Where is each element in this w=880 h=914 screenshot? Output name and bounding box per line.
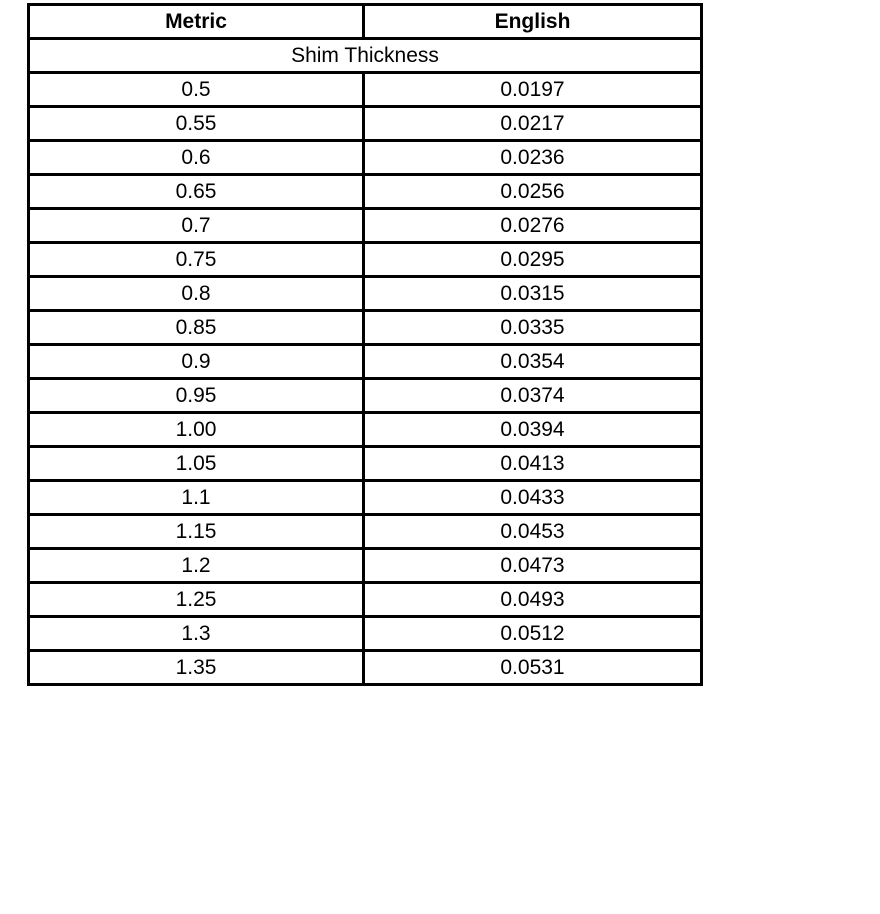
metric-cell: 0.5 — [29, 73, 364, 107]
english-cell: 0.0276 — [364, 209, 702, 243]
metric-cell: 0.9 — [29, 345, 364, 379]
english-cell: 0.0295 — [364, 243, 702, 277]
table-row — [29, 617, 702, 651]
metric-cell: 1.3 — [29, 617, 364, 651]
table-row — [29, 549, 702, 583]
english-cell: 0.0453 — [364, 515, 702, 549]
table-row — [29, 243, 702, 277]
english-cell: 0.0394 — [364, 413, 702, 447]
english-cell: 0.0433 — [364, 481, 702, 515]
metric-cell: 0.55 — [29, 107, 364, 141]
table-row — [29, 481, 702, 515]
table-row — [29, 107, 702, 141]
table-row — [29, 379, 702, 413]
table-row — [29, 141, 702, 175]
english-cell: 0.0354 — [364, 345, 702, 379]
section-title-row — [29, 39, 702, 73]
english-cell: 0.0493 — [364, 583, 702, 617]
shim-thickness-table — [27, 3, 703, 686]
metric-cell: 1.05 — [29, 447, 364, 481]
metric-cell: 1.25 — [29, 583, 364, 617]
table-header-row — [29, 5, 702, 39]
english-cell: 0.0473 — [364, 549, 702, 583]
metric-cell: 0.8 — [29, 277, 364, 311]
table-row — [29, 651, 702, 685]
table-row — [29, 583, 702, 617]
english-cell: 0.0413 — [364, 447, 702, 481]
table-row — [29, 73, 702, 107]
table-row — [29, 413, 702, 447]
metric-cell: 0.85 — [29, 311, 364, 345]
metric-cell: 0.7 — [29, 209, 364, 243]
metric-cell: 1.1 — [29, 481, 364, 515]
metric-cell: 0.95 — [29, 379, 364, 413]
metric-cell: 1.2 — [29, 549, 364, 583]
english-cell: 0.0531 — [364, 651, 702, 685]
english-cell: 0.0236 — [364, 141, 702, 175]
table-row — [29, 345, 702, 379]
shim-thickness-table-container — [27, 3, 700, 686]
english-cell: 0.0217 — [364, 107, 702, 141]
table-row — [29, 277, 702, 311]
english-cell: 0.0335 — [364, 311, 702, 345]
metric-cell: 0.65 — [29, 175, 364, 209]
metric-cell: 1.15 — [29, 515, 364, 549]
table-row — [29, 515, 702, 549]
section-title: Shim Thickness — [29, 39, 702, 73]
english-cell: 0.0512 — [364, 617, 702, 651]
english-cell: 0.0256 — [364, 175, 702, 209]
table-row — [29, 447, 702, 481]
column-header-english: English — [364, 5, 702, 39]
metric-cell: 0.6 — [29, 141, 364, 175]
table-row — [29, 175, 702, 209]
table-row — [29, 209, 702, 243]
english-cell: 0.0197 — [364, 73, 702, 107]
table-row — [29, 311, 702, 345]
metric-cell: 0.75 — [29, 243, 364, 277]
metric-cell: 1.00 — [29, 413, 364, 447]
metric-cell: 1.35 — [29, 651, 364, 685]
column-header-metric: Metric — [29, 5, 364, 39]
english-cell: 0.0315 — [364, 277, 702, 311]
english-cell: 0.0374 — [364, 379, 702, 413]
